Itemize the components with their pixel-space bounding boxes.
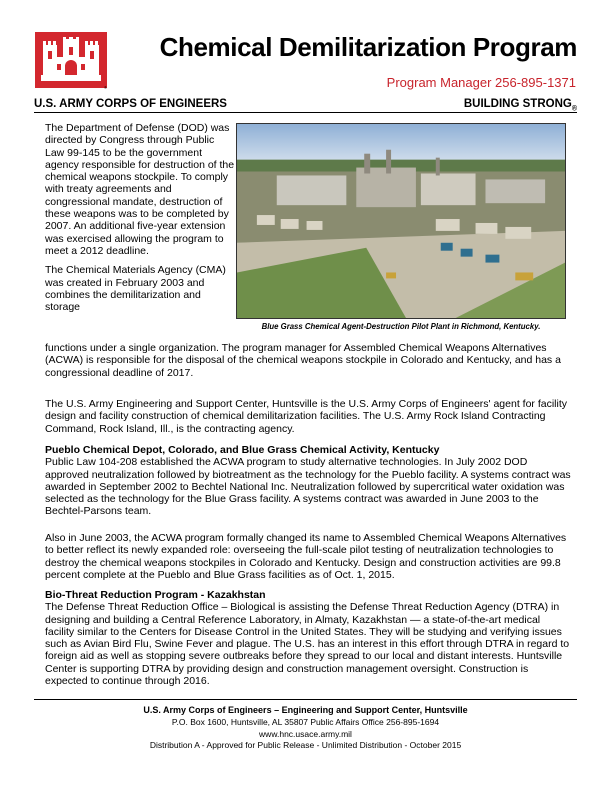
tagline-text: BUILDING STRONG (463, 98, 572, 110)
photo-caption: Blue Grass Chemical Agent-Destruction Pilot Plant in Richmond, Kentucky. (261, 322, 541, 331)
intro-paragraph-2: The Chemical Materials Agency (CMA) was created in February 2003 and combines the demilitarization and storage (45, 264, 226, 314)
facility-photo (236, 123, 566, 319)
body-paragraph-huntsville: The U.S. Army Engineering and Support Center, Huntsville is the U.S. Army Corps of Engineers' agent for facility design and facility construction of chemical demilitarization facilities. The U.S. Army Rock Island Contracting Command, Rock Island, Ill., is the contracting agency. (45, 398, 568, 435)
intro-paragraph-1: The Department of Defense (DOD) was directed by Congress through Public Law 99-145 to be the government agency responsible for destruction of the chemical weapons stockpile. To comply with treaty agreements and congressional mandate, destruction of these weapons was to be completed by 2007. An additional five-year extension was exercised allowing the program to meet a 2012 deadline. (45, 122, 235, 257)
facility-photo-illustration (237, 124, 565, 318)
section-heading-bio-threat: Bio-Threat Reduction Program - Kazakhstan (45, 589, 266, 601)
section-heading-pueblo: Pueblo Chemical Depot, Colorado, and Blue Grass Chemical Activity, Kentucky (45, 444, 440, 456)
program-manager-phone: Program Manager 256-895-1371 (386, 75, 576, 90)
footer-organization: U.S. Army Corps of Engineers – Engineering and Support Center, Huntsville (143, 705, 468, 715)
page-title: Chemical Demilitarization Program (159, 32, 577, 62)
tagline-registered-mark: ® (571, 105, 577, 113)
footer-distribution: Distribution A - Approved for Public Release - Unlimited Distribution - October 2015 (149, 740, 462, 751)
section-pueblo-bluegrass (45, 444, 571, 518)
header-divider (34, 112, 577, 113)
organization-name: U.S. ARMY CORPS OF ENGINEERS (34, 98, 227, 110)
body-paragraph-pueblo: Public Law 104-208 established the ACWA program to study alternative technologies. In July 2002 DOD approved neutralization followed by biotreatment as the technology for the Pueblo facility. A systems contract was awarded in September 2002 to Bechtel National Inc. Neutralization followed by supercritical water oxidation was selected as the technology for the Blue Grass facility. A systems contract was awarded in June 2003 to the Bechtel-Parsons team. (45, 456, 571, 518)
footer-divider (34, 699, 577, 700)
body-paragraph-acwa: functions under a single organization. The program manager for Assembled Chemical Weapons Alternatives (ACWA) is responsible for the disposal of the chemical weapons stockpile in Colorado and Kentucky, and has a congressional deadline of 2017. (45, 342, 561, 379)
tagline (400, 98, 577, 112)
body-paragraph-bio-threat: The Defense Threat Reduction Office – Biological is assisting the Defense Threat Reduction Agency (DTRA) in designing and building a Central Reference Laboratory, in Almaty, Kazakhstan — a state-of-the-art medical facility similar to the Centers for Disease Control in the United States. They will be studying and verifying issues such as Avian Bird Flu, Swine Fever and plague. The U.S. has an interest in this effort through DTRA in regard to foreign aid as well as stopping severe outbreaks before they spread to our local and distant interests. Huntsville Center is supporting DTRA by providing design and construction management oversight. Construction is expected to continue through 2016. (45, 601, 570, 688)
footer-address: P.O. Box 1600, Huntsville, AL 35807 Public Affairs Office 256-895-1694 (171, 716, 440, 727)
intro-column (45, 122, 235, 313)
footer-website[interactable]: www.hnc.usace.army.mil (259, 728, 352, 739)
usace-castle-logo (35, 32, 107, 88)
section-bio-threat (45, 589, 571, 687)
footer (34, 705, 577, 752)
castle-icon (41, 37, 101, 83)
body-paragraph-name-change: Also in June 2003, the ACWA program formally changed its name to Assembled Chemical Weapons Alternatives to better reflect its newly expanded role: overseeing the full-scale pilot testing of neutralization technologies to destroy the chemical weapons stockpiles in Colorado and Kentucky. Design and construction activities are 99.8 percent complete at the Pueblo and Blue Grass facilities as of Oct. 1, 2015. (45, 532, 567, 581)
logo-registered-mark: ® (104, 85, 107, 90)
